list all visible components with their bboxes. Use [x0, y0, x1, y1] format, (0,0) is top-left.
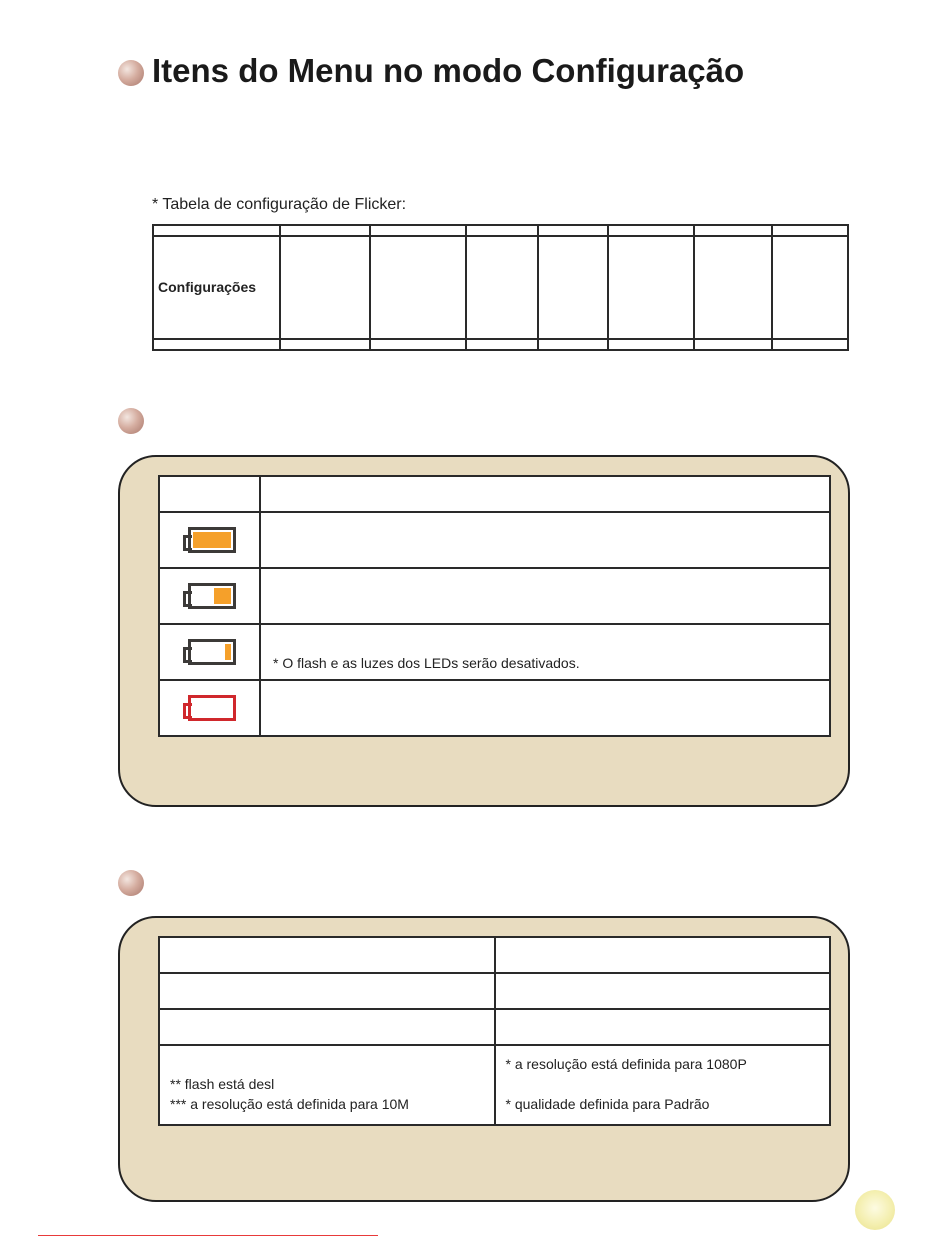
table-row — [153, 236, 848, 338]
table-cell — [280, 339, 370, 350]
table-cell — [772, 225, 848, 236]
table-cell — [608, 236, 694, 338]
table-cell — [466, 225, 538, 236]
table-cell — [772, 236, 848, 338]
table-cell — [153, 225, 280, 236]
note-flash-off: ** flash está desl — [170, 1076, 275, 1092]
battery-full-icon — [188, 527, 236, 553]
flicker-table-note: * Tabela de configuração de Flicker: — [152, 196, 407, 213]
battery-low-icon — [188, 639, 236, 665]
table-row — [159, 937, 830, 973]
note-resolution-1080p: * a resolução está definida para 1080P — [505, 1056, 747, 1072]
table-row — [159, 624, 830, 680]
note-quality: * qualidade definida para Padrão — [505, 1096, 710, 1112]
table-cell — [260, 568, 830, 624]
battery-low-note: * O flash e as luzes dos LEDs serão desativados. — [260, 624, 830, 680]
battery-empty-icon — [188, 695, 236, 721]
table-cell — [260, 476, 830, 512]
table-row — [159, 512, 830, 568]
table-row — [159, 1009, 830, 1045]
table-cell — [370, 339, 466, 350]
note-resolution-10m: *** a resolução está definida para 10M — [170, 1096, 409, 1112]
table-row — [153, 225, 848, 236]
footer-divider — [38, 1235, 378, 1236]
table-cell — [538, 339, 608, 350]
table-cell — [159, 476, 260, 512]
table-cell — [159, 1009, 495, 1045]
table-row — [159, 680, 830, 736]
table-cell — [495, 973, 831, 1009]
table-row — [159, 973, 830, 1009]
flicker-table — [152, 224, 849, 351]
battery-table — [158, 475, 831, 737]
resolution-panel — [118, 916, 850, 1202]
battery-panel — [118, 455, 850, 807]
table-cell — [159, 937, 495, 973]
table-cell — [608, 339, 694, 350]
battery-half-icon — [188, 583, 236, 609]
flicker-row-label: Configurações — [153, 236, 280, 338]
table-cell — [159, 624, 260, 680]
table-cell — [159, 568, 260, 624]
table-cell — [280, 236, 370, 338]
table-cell — [466, 339, 538, 350]
table-cell — [608, 225, 694, 236]
table-cell — [495, 1045, 831, 1125]
title-bullet-icon — [118, 60, 144, 86]
table-cell — [159, 512, 260, 568]
table-cell — [495, 937, 831, 973]
battery-section-bullet-icon — [118, 408, 144, 434]
table-cell — [495, 1009, 831, 1045]
table-cell — [694, 339, 772, 350]
table-cell — [370, 236, 466, 338]
table-cell — [370, 225, 466, 236]
table-cell — [694, 236, 772, 338]
table-cell — [153, 339, 280, 350]
table-cell — [260, 512, 830, 568]
table-cell — [694, 225, 772, 236]
table-cell — [280, 225, 370, 236]
table-cell — [466, 236, 538, 338]
resolution-section-bullet-icon — [118, 870, 144, 896]
table-cell — [772, 339, 848, 350]
resolution-table — [158, 936, 831, 1126]
table-cell — [159, 680, 260, 736]
table-cell — [538, 236, 608, 338]
table-row — [159, 568, 830, 624]
page-number-dot-icon — [855, 1190, 895, 1230]
table-cell — [159, 973, 495, 1009]
table-row — [153, 339, 848, 350]
table-row — [159, 1045, 830, 1125]
table-cell — [159, 1045, 495, 1125]
table-cell — [260, 680, 830, 736]
table-cell — [538, 225, 608, 236]
table-row — [159, 476, 830, 512]
page-title: Itens do Menu no modo Configuração — [152, 52, 745, 89]
